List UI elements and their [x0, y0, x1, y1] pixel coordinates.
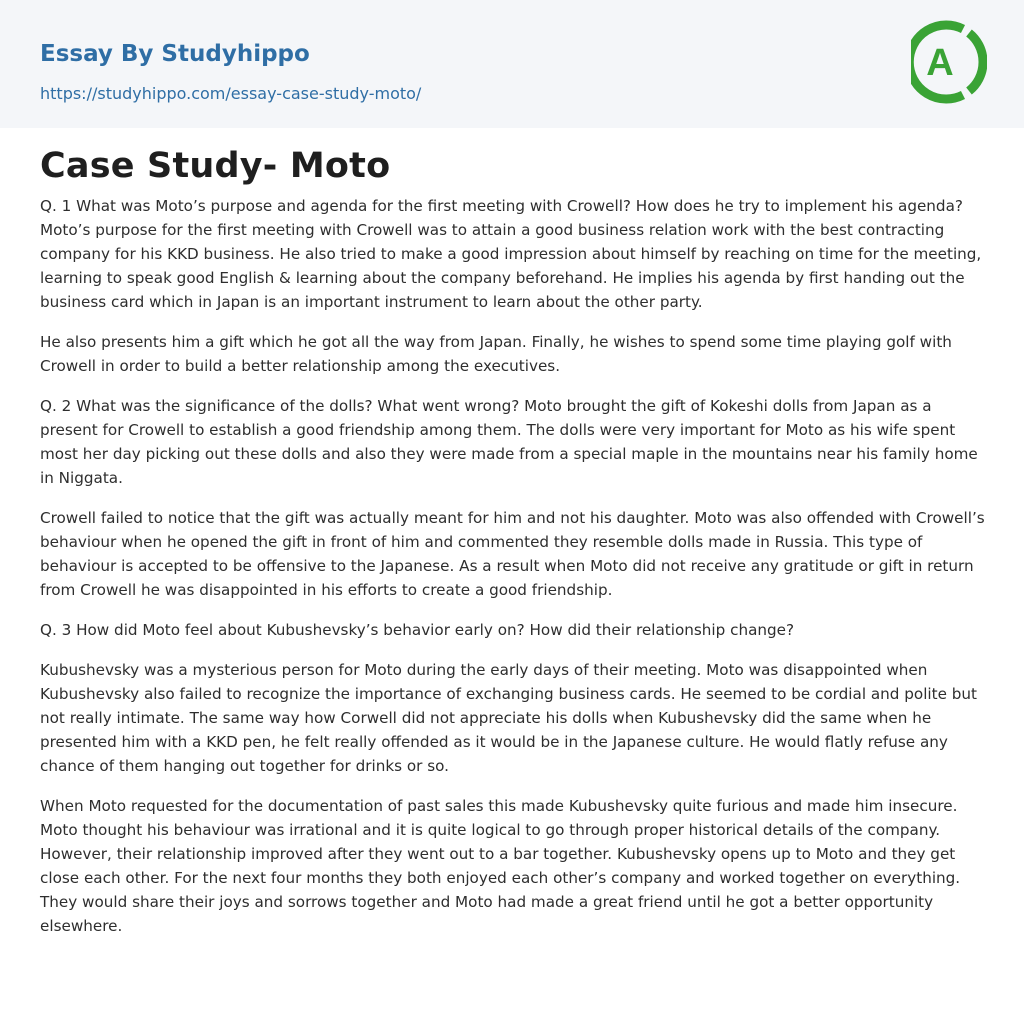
- article-paragraph: He also presents him a gift which he got all the way from Japan. Finally, he wishes to spend some time playing golf with Crowell in order to build a better relationship among the executives.: [40, 333, 952, 375]
- article-paragraph: When Moto requested for the documentation of past sales this made Kubushevsky quite furious and made him insecure. Moto thought his behaviour was irrational and it is quite logical to go through proper historical details of the company. However, their relationship improved after they went out to a bar together. Kubushevsky opens up to Moto and they get close each other. For the next four months they both enjoyed each other’s company and worked together on everything. They would share their joys and sorrows together and Moto had made a great friend until he got a better opportunity elsewhere.: [40, 797, 961, 935]
- article-paragraph: Q. 3 How did Moto feel about Kubushevsky’s behavior early on? How did their relationship change?: [40, 621, 795, 639]
- article-paragraph: Kubushevsky was a mysterious person for Moto during the early days of their meeting. Moto was disappointed when Kubushevsky also failed to recognize the importance of exchanging business cards. He seemed to be cordial and polite but not really intimate. The same way how Corwell did not appreciate his dolls when Kubushevsky did the same when he presented him with a KKD pen, he felt really offended as it would be in the Japanese culture. He would flatly refuse any chance of them hanging out together for drinks or so.: [40, 661, 977, 775]
- studyhippo-logo-icon[interactable]: [911, 19, 987, 105]
- page-header: [0, 0, 1024, 128]
- article-paragraph: Q. 1 What was Moto’s purpose and agenda for the first meeting with Crowell? How does he try to implement his agenda? Moto’s purpose for the first meeting with Crowell was to attain a good business relation work with the best contracting company for his KKD business. He also tried to make a good impression about himself by reaching on time for the meeting, learning to speak good English & learning about the company beforehand. He implies his agenda by first handing out the business card which in Japan is an important instrument to learn about the other party.: [40, 197, 982, 311]
- logo-letter: A: [926, 42, 954, 84]
- article-content: [0, 128, 1024, 938]
- source-url-link[interactable]: https://studyhippo.com/essay-case-study-moto/: [40, 84, 422, 103]
- brand-title[interactable]: Essay By Studyhippo: [40, 41, 310, 67]
- article-paragraph: Q. 2 What was the significance of the dolls? What went wrong? Moto brought the gift of Kokeshi dolls from Japan as a present for Crowell to establish a good friendship among them. The dolls were very important for Moto as his wife spent most her day picking out these dolls and also they were made from a special maple in the mountains near his family home in Niggata.: [40, 397, 978, 487]
- article-paragraph: Crowell failed to notice that the gift was actually meant for him and not his daughter. Moto was also offended with Crowell’s behaviour when he opened the gift in front of him and commented they resemble dolls made in Russia. This type of behaviour is accepted to be offensive to the Japanese. As a result when Moto did not receive any gratitude or gift in return from Crowell he was disappointed in his efforts to create a good friendship.: [40, 509, 985, 599]
- article-title: Case Study- Moto: [40, 146, 391, 186]
